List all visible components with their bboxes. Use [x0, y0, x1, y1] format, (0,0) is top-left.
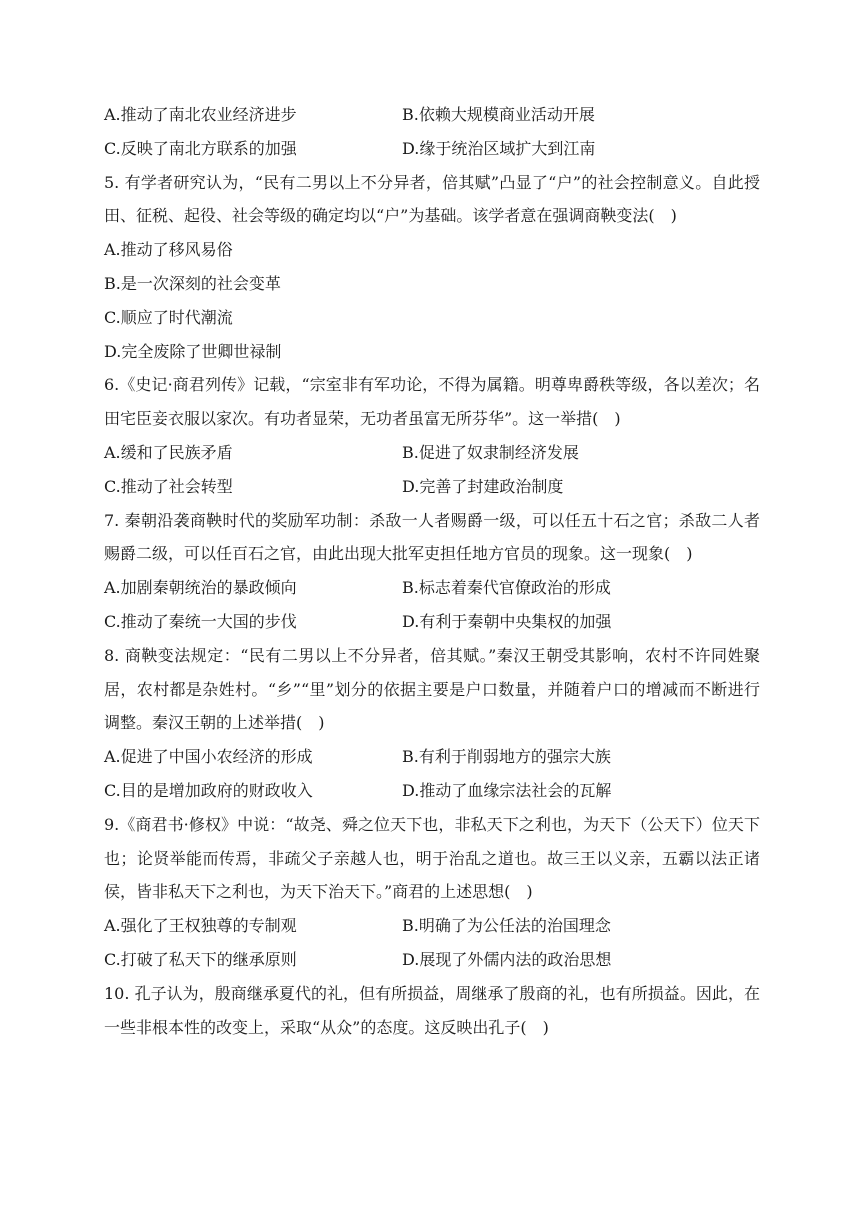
question-7-options-row-1	[104, 571, 760, 605]
question-5-option-d[interactable]: D.完全废除了世卿世禄制	[104, 341, 282, 361]
question-6-stem: 6.《史记·商君列传》记载，“宗室非有军功论，不得为属籍。明尊卑爵秩等级，各以差次；名田宅臣妾衣服以家次。有功者显荣，无功者虽富无所芬华”。这一举措( )	[104, 375, 760, 429]
question-6-options-row-1	[104, 436, 760, 470]
question-8-stem: 8. 商鞅变法规定：“民有二男以上不分异者，倍其赋。”秦汉王朝受其影响，农村不许同姓聚居，农村都是杂姓村。“乡”“里”划分的依据主要是户口数量，并随着户口的增减而不断进行调整。秦汉王朝的上述举措( )	[104, 645, 760, 733]
question-9-options-row-1	[104, 909, 760, 943]
question-9-option-d[interactable]: D.展现了外儒内法的政治思想	[402, 949, 612, 969]
question-5-option-b[interactable]: B.是一次深刻的社会变革	[104, 273, 281, 293]
question-9-option-b[interactable]: B.明确了为公任法的治国理念	[402, 916, 611, 936]
question-7-option-c[interactable]: C.推动了秦统一大国的步伐	[104, 611, 297, 631]
q4-options-row-2	[104, 132, 760, 166]
q4-option-d[interactable]: D.缘于统治区域扩大到江南	[402, 138, 596, 158]
question-5-option-a[interactable]: A.推动了移风易俗	[104, 240, 233, 260]
q4-option-c[interactable]: C.反映了南北方联系的加强	[104, 138, 297, 158]
question-6-option-b[interactable]: B.促进了奴隶制经济发展	[402, 442, 579, 462]
question-7-option-a[interactable]: A.加剧秦朝统治的暴政倾向	[104, 578, 297, 598]
question-7	[104, 504, 760, 639]
question-10	[104, 977, 760, 1045]
question-6-option-c[interactable]: C.推动了社会转型	[104, 476, 233, 496]
question-8-option-d[interactable]: D.推动了血缘宗法社会的瓦解	[402, 780, 612, 800]
question-9-options-row-2	[104, 943, 760, 977]
question-9-option-a[interactable]: A.强化了王权独尊的专制观	[104, 916, 297, 936]
question-9	[104, 808, 760, 977]
question-10-stem: 10. 孔子认为，殷商继承夏代的礼，但有所损益，周继承了殷商的礼，也有所损益。因此，在一些非根本性的改变上，采取“从众”的态度。这反映出孔子( )	[104, 983, 760, 1037]
question-8	[104, 639, 760, 808]
question-list	[104, 98, 760, 1044]
q4-option-a[interactable]: A.推动了南北农业经济进步	[104, 105, 297, 124]
question-6-option-d[interactable]: D.完善了封建政治制度	[402, 476, 564, 496]
question-6-options-row-2	[104, 470, 760, 504]
question-7-option-d[interactable]: D.有利于秦朝中央集权的加强	[402, 611, 612, 631]
question-8-option-c[interactable]: C.目的是增加政府的财政收入	[104, 780, 313, 800]
question-6-option-a[interactable]: A.缓和了民族矛盾	[104, 442, 233, 462]
question-5-stem: 5. 有学者研究认为，“民有二男以上不分异者，倍其赋”凸显了“户”的社会控制意义。自此授田、征税、起役、社会等级的确定均以“户”为基础。该学者意在强调商鞅变法( )	[104, 172, 760, 226]
question-7-stem: 7. 秦朝沿袭商鞅时代的奖励军功制：杀敌一人者赐爵一级，可以任五十石之官；杀敌二人者赐爵二级，可以任百石之官，由此出现大批军吏担任地方官员的现象。这一现象( )	[104, 510, 760, 564]
question-9-option-c[interactable]: C.打破了私天下的继承原则	[104, 949, 297, 969]
question-8-options-row-2	[104, 774, 760, 808]
question-5-option-c[interactable]: C.顺应了时代潮流	[104, 307, 233, 327]
question-7-options-row-2	[104, 605, 760, 639]
q4-options-row-1	[104, 98, 760, 132]
question-9-stem: 9.《商君书·修权》中说：“故尧、舜之位天下也，非私天下之利也，为天下（公天下）位天下也；论贤举能而传焉，非疏父子亲越人也，明于治乱之道也。故三王以义亲，五霸以法正诸侯，皆非私天下之利也，为天下治天下。”商君的上述思想( )	[104, 814, 760, 902]
question-8-options-row-1	[104, 740, 760, 774]
question-8-option-a[interactable]: A.促进了中国小农经济的形成	[104, 747, 313, 767]
question-7-option-b[interactable]: B.标志着秦代官僚政治的形成	[402, 578, 611, 598]
question-8-option-b[interactable]: B.有利于削弱地方的强宗大族	[402, 747, 611, 767]
question-6	[104, 368, 760, 503]
q4-option-b[interactable]: B.依赖大规模商业活动开展	[402, 105, 595, 124]
question-5	[104, 166, 760, 369]
